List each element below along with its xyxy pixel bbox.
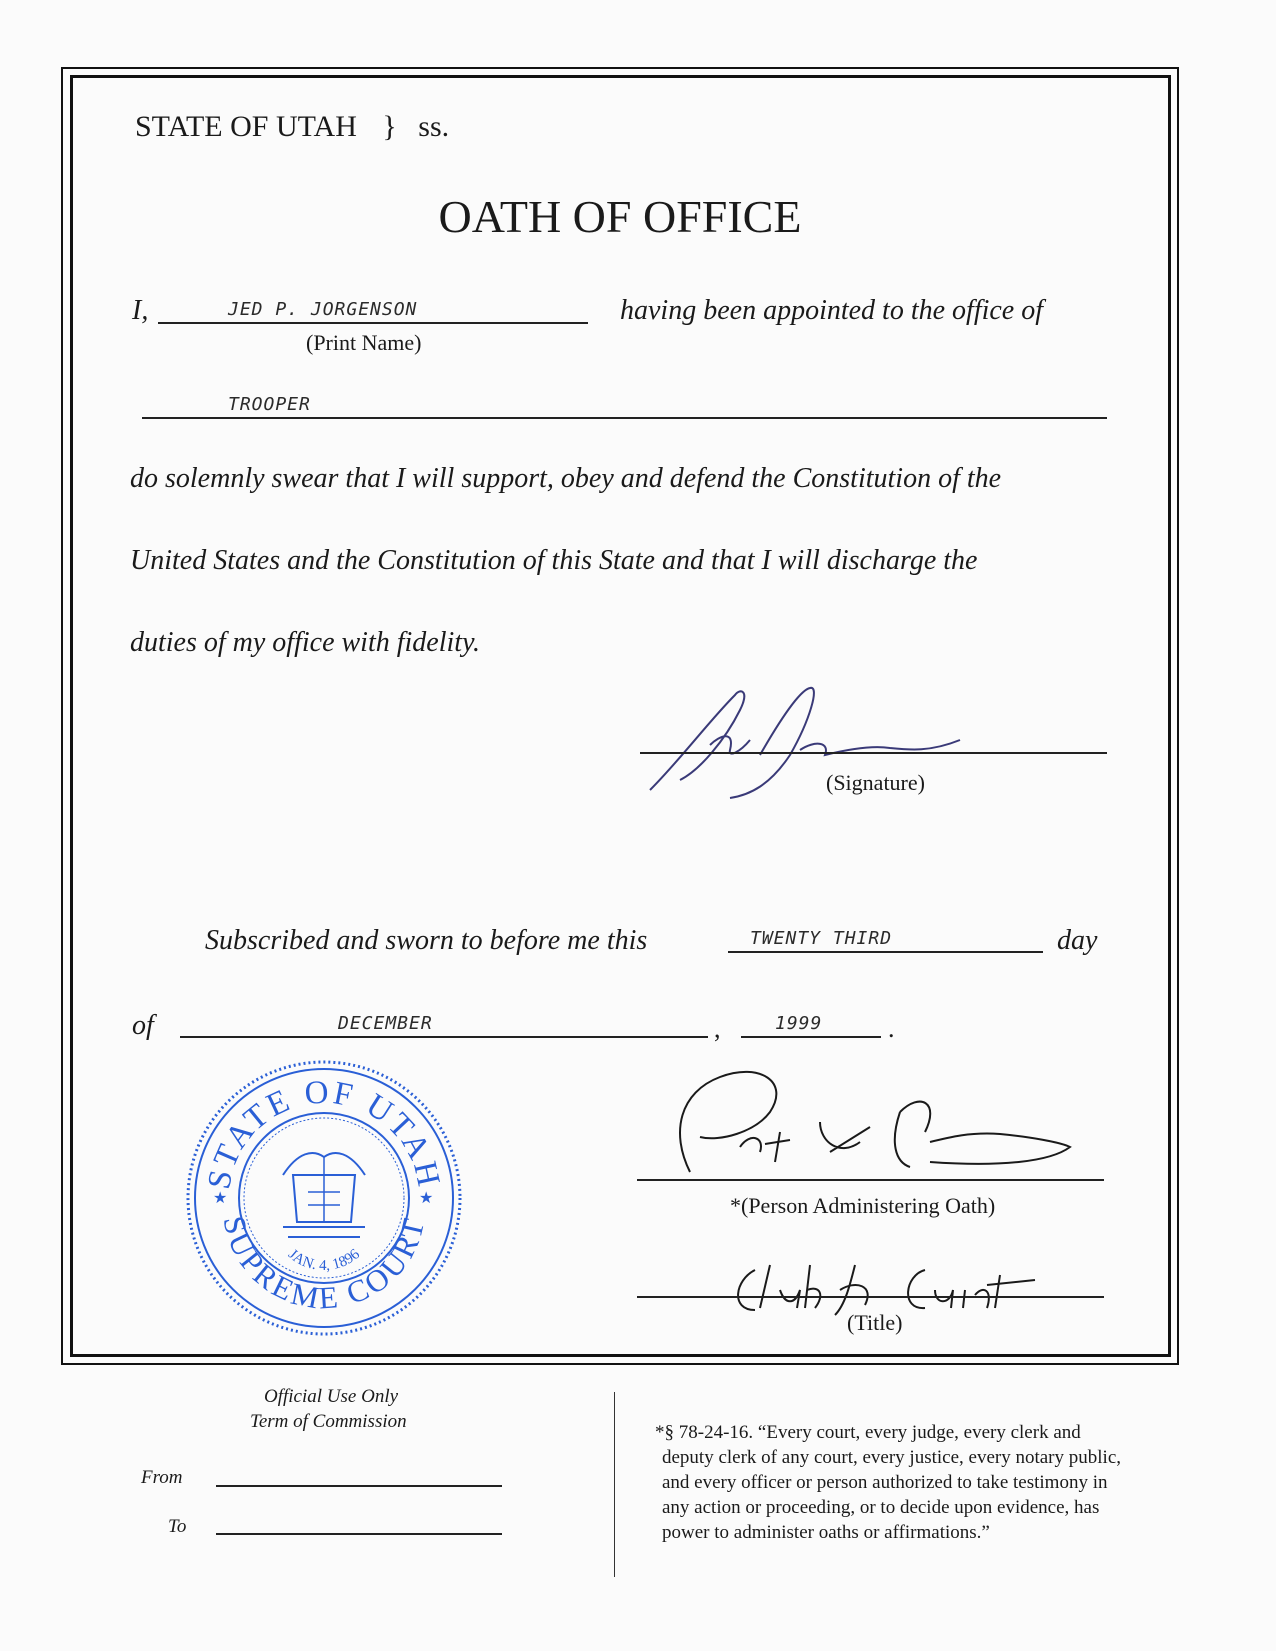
signature-line bbox=[640, 752, 1107, 754]
statute-line-5: power to administer oaths or affirmations.” bbox=[662, 1522, 990, 1543]
oath-taker-signature bbox=[640, 680, 980, 800]
office-value[interactable]: TROOPER bbox=[228, 394, 311, 415]
month-value[interactable]: DECEMBER bbox=[338, 1013, 433, 1034]
administrator-line bbox=[637, 1179, 1104, 1181]
appointed-text: having been appointed to the office of bbox=[620, 295, 1044, 326]
term-label: Term of Commission bbox=[250, 1411, 407, 1432]
statute-line-2: deputy clerk of any court, every justice, every notary public, bbox=[662, 1447, 1121, 1468]
oath-text-line-3: duties of my office with fidelity. bbox=[130, 627, 480, 658]
year-value[interactable]: 1999 bbox=[775, 1013, 823, 1034]
date-period: . bbox=[888, 1014, 895, 1043]
title-caption: (Title) bbox=[847, 1310, 903, 1335]
from-line[interactable] bbox=[216, 1485, 502, 1487]
statute-line-4: any action or proceeding, or to decide upon evidence, has bbox=[662, 1497, 1100, 1518]
date-comma: , bbox=[714, 1014, 721, 1043]
statute-line-1: *§ 78-24-16. “Every court, every judge, every clerk and bbox=[655, 1422, 1081, 1443]
month-line bbox=[180, 1036, 708, 1038]
official-use-label: Official Use Only bbox=[264, 1386, 399, 1407]
day-value[interactable]: TWENTY THIRD bbox=[750, 928, 893, 949]
oath-text-line-1: do solemnly swear that I will support, obey and defend the Constitution of the bbox=[130, 463, 1002, 494]
svg-text:★: ★ bbox=[419, 1188, 434, 1207]
year-line bbox=[741, 1036, 881, 1038]
seal-top-text: STATE OF UTAH bbox=[201, 1074, 447, 1193]
statute-line-3: and every officer or person authorized to take testimony in bbox=[662, 1472, 1108, 1493]
print-name-caption: (Print Name) bbox=[306, 330, 422, 355]
footer-divider bbox=[614, 1392, 615, 1577]
ss-label: ss. bbox=[418, 110, 450, 143]
administrator-signature bbox=[670, 1052, 1090, 1182]
to-line[interactable] bbox=[216, 1533, 502, 1535]
signature-caption: (Signature) bbox=[826, 770, 925, 795]
seal-date-text: JAN. 4, 1896 bbox=[285, 1246, 363, 1275]
day-line bbox=[728, 951, 1043, 953]
title-line bbox=[637, 1296, 1104, 1298]
of-word: of bbox=[132, 1010, 154, 1041]
to-label: To bbox=[168, 1516, 187, 1537]
brace-symbol: } bbox=[382, 110, 397, 143]
seal-bottom-text: SUPREME COURT bbox=[216, 1212, 432, 1316]
state-label: STATE OF UTAH bbox=[135, 110, 357, 143]
administering-caption: *(Person Administering Oath) bbox=[730, 1193, 996, 1218]
supreme-court-seal bbox=[183, 1057, 465, 1339]
office-line bbox=[142, 417, 1107, 419]
svg-text:★: ★ bbox=[213, 1188, 228, 1207]
name-line bbox=[158, 322, 588, 324]
document-title: OATH OF OFFICE bbox=[438, 191, 802, 242]
svg-text:JAN. 4, 1896 bbox=[285, 1246, 363, 1274]
oath-text-line-2: United States and the Constitution of this State and that I will discharge the bbox=[130, 545, 978, 576]
oath-i-label: I, bbox=[132, 295, 149, 326]
sworn-text: Subscribed and sworn to before me this bbox=[205, 925, 648, 956]
name-value[interactable]: JED P. JORGENSON bbox=[228, 299, 418, 320]
from-label: From bbox=[141, 1467, 183, 1488]
day-word: day bbox=[1057, 925, 1098, 956]
venue-header bbox=[135, 110, 449, 144]
